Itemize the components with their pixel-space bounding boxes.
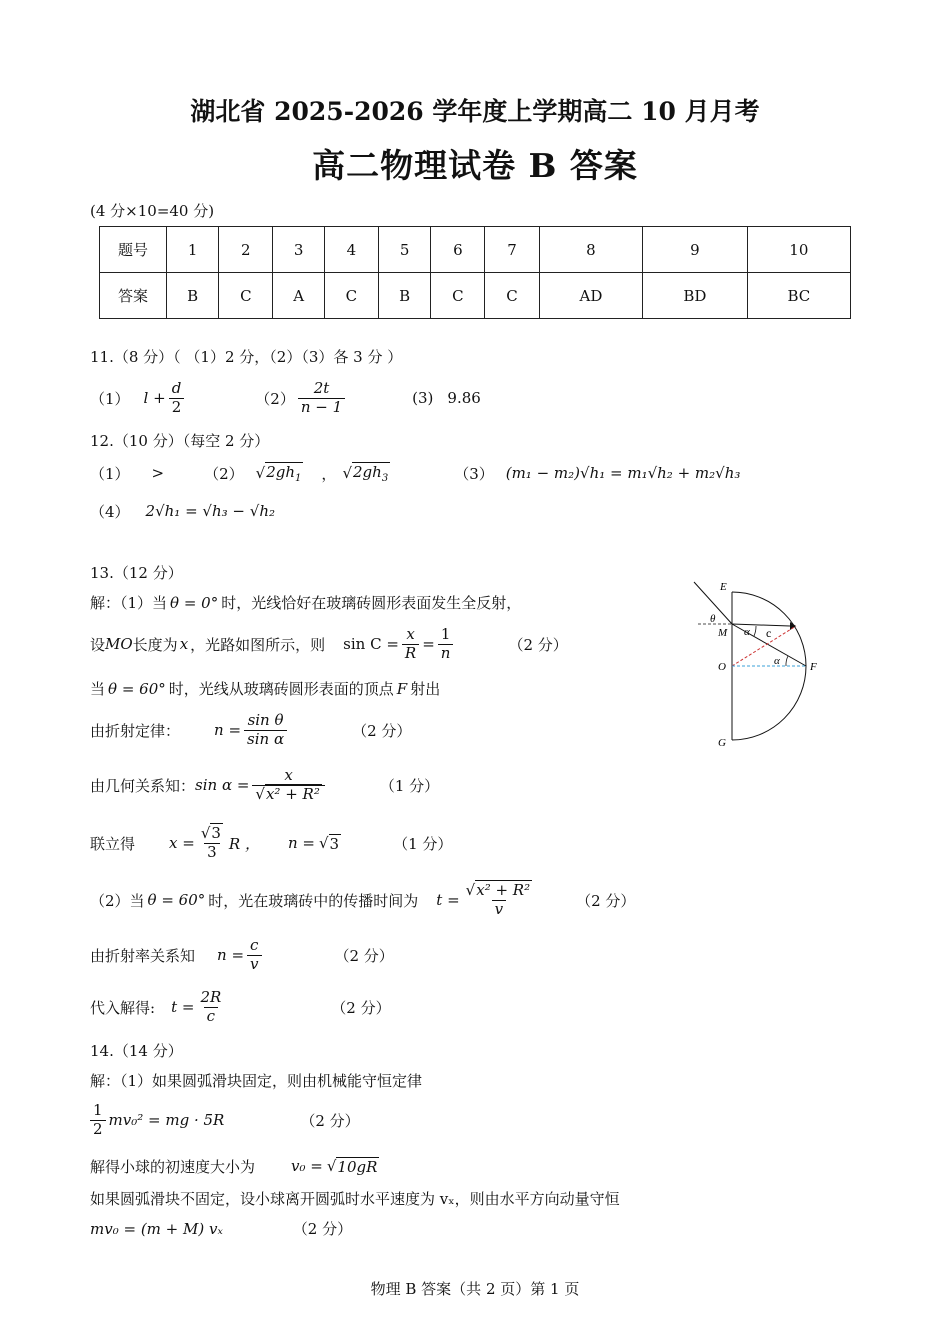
text: ，光路如图所示，则: [190, 635, 326, 654]
label-m: M: [718, 627, 728, 639]
radicand: 3: [329, 834, 340, 853]
q12-heading: 12.（10 分）（每空 2 分）: [90, 432, 270, 450]
sqrt-icon: [327, 1157, 337, 1175]
fraction-numerator: x: [406, 625, 415, 644]
sqrt-icon: [256, 464, 266, 482]
q11-part1-label: （1）: [90, 389, 130, 408]
table-cell: C: [324, 273, 378, 319]
table-header-cell: 答案: [100, 273, 167, 319]
math-inline: t =: [171, 998, 195, 1016]
fraction-numerator: 1: [93, 1101, 103, 1120]
fraction: [438, 626, 454, 662]
table-cell: 6: [431, 227, 485, 273]
q11-part2-fraction: [298, 380, 345, 416]
q12-part2-a: [265, 462, 303, 484]
radicand: 3: [211, 824, 221, 843]
fraction-numerator: [198, 825, 226, 842]
fraction-numerator: c: [250, 936, 259, 955]
score-label: （2 分）: [331, 998, 391, 1017]
table-row: [100, 273, 851, 319]
math-inline: =: [422, 635, 435, 653]
score-label: （1 分）: [379, 776, 440, 795]
q13-line8: [90, 934, 394, 976]
table-cell: 8: [539, 227, 643, 273]
score-label: （2 分）: [576, 891, 636, 910]
radicand: 2gh: [353, 463, 382, 481]
q13-line5: [90, 762, 439, 808]
sqrt-icon: [466, 881, 476, 899]
fraction: [252, 767, 324, 803]
table-cell: 9: [643, 227, 747, 273]
q11-part2-label: （2）: [255, 389, 295, 408]
math-inline: mv₀² = mg · 5R: [108, 1111, 225, 1129]
q13-line6: [90, 820, 452, 866]
q14-heading: 14.（14 分）: [90, 1042, 183, 1060]
table-cell: A: [273, 273, 324, 319]
label-f: F: [810, 661, 817, 673]
label-alpha-top: α: [744, 626, 750, 638]
q14-line5: [90, 1218, 352, 1239]
label-o: O: [718, 661, 726, 673]
q12-line2: [90, 498, 275, 524]
math-inline: mv₀ = (m + M) vₓ: [90, 1219, 223, 1238]
radicand: x² + R²: [476, 881, 531, 900]
q13-line9: [90, 986, 391, 1028]
q12-part3-label: （3）: [454, 464, 494, 483]
text: 射出: [410, 680, 441, 698]
table-cell: C: [431, 273, 485, 319]
angle-arc: [786, 656, 788, 666]
text: 由几何关系知：: [90, 776, 196, 795]
math-inline: x =: [169, 834, 195, 852]
score-note: (4 分×10=40 分): [90, 202, 215, 220]
sqrt-icon: [255, 785, 265, 803]
table-cell: C: [485, 273, 539, 319]
subscript: 3: [381, 473, 389, 484]
text: 长度为: [132, 635, 178, 654]
text: 解：（1）当: [90, 594, 168, 612]
optics-diagram: [690, 580, 830, 750]
score-label: （2 分）: [508, 635, 568, 654]
text: 解得小球的初速度大小为: [90, 1157, 256, 1176]
fraction-denominator: R: [402, 644, 419, 662]
horizontal-ray: [732, 624, 790, 626]
q13-line2: [90, 624, 568, 664]
q14-line1: 解：（1）如果圆弧滑块固定，则由机械能守恒定律: [90, 1072, 423, 1090]
label-e: E: [720, 581, 727, 593]
fraction-denominator: 2: [169, 398, 185, 416]
table-cell: BD: [643, 273, 747, 319]
q11-part1-expr: l +: [143, 389, 166, 407]
math-inline: v₀ =: [291, 1157, 323, 1175]
math-inline: θ = 60°: [108, 680, 166, 698]
text: 由折射定律：: [90, 721, 181, 740]
text: （2）当: [90, 891, 145, 910]
score-label: （1 分）: [393, 834, 453, 853]
q12-line1: [90, 460, 740, 486]
score-label: （2 分）: [352, 721, 412, 740]
document-title: 湖北省 2025-2026 学年度上学期高二 10 月月考: [190, 97, 760, 126]
radicand: x² + R²: [265, 784, 320, 803]
fraction-numerator: d: [171, 379, 182, 398]
label-g: G: [718, 737, 726, 749]
q13-line4: [90, 708, 411, 752]
fraction-denominator: [252, 785, 324, 803]
math-inline: n =: [287, 834, 315, 852]
label-alpha-bottom: α: [774, 655, 780, 667]
fraction: [244, 712, 287, 748]
fraction-denominator: n: [438, 644, 454, 662]
fraction: [90, 1102, 106, 1138]
table-cell: 4: [324, 227, 378, 273]
table-cell: 10: [747, 227, 850, 273]
q12-part3-expr: (m₁ − m₂)√h₁ = m₁√h₂ + m₂√h₃: [505, 464, 741, 482]
table-cell: 2: [219, 227, 273, 273]
text: 时，光在玻璃砖中的传播时间为: [208, 891, 419, 910]
q11-part3-value: 9.86: [447, 389, 481, 407]
text: 设: [90, 635, 106, 654]
fraction: [402, 626, 419, 662]
fraction-denominator: 3: [204, 843, 220, 861]
fraction: [198, 825, 226, 861]
q13-line1: [90, 592, 521, 613]
q12-part2-label: （2）: [204, 464, 244, 483]
label-c: c: [766, 626, 772, 640]
table-cell: 5: [379, 227, 431, 273]
math-inline: n =: [217, 946, 245, 964]
q12-part4-label: （4）: [90, 502, 130, 521]
q11-part3-label: (3): [412, 389, 434, 407]
table-cell: AD: [539, 273, 643, 319]
table-cell: 7: [485, 227, 539, 273]
fraction-denominator: c: [204, 1007, 218, 1025]
score-label: （2 分）: [334, 946, 394, 965]
table-cell: BC: [747, 273, 850, 319]
text: 时，光线恰好在玻璃砖圆形表面发生全反射，: [221, 594, 522, 612]
q14-line2: [90, 1098, 360, 1142]
table-cell: B: [379, 273, 431, 319]
fraction-denominator: v: [247, 955, 261, 973]
table-cell: 3: [273, 227, 324, 273]
fraction-numerator: 2R: [200, 988, 222, 1007]
q12-part2-sep: ，: [321, 464, 337, 483]
fraction-denominator: 2: [90, 1120, 106, 1138]
table-header-cell: 题号: [100, 227, 167, 273]
text: 时，光线从玻璃砖圆形表面的顶点: [168, 680, 394, 698]
q11-answers: [90, 378, 481, 418]
score-label: （2 分）: [300, 1111, 360, 1130]
text: 代入解得:: [90, 998, 156, 1017]
table-cell: 1: [167, 227, 219, 273]
sqrt-icon: [319, 834, 329, 852]
text: 当: [90, 680, 106, 698]
fraction: [247, 937, 261, 973]
q13-heading: 13.（12 分）: [90, 564, 183, 582]
q11-heading: 11.（8 分）（ （1）2 分，（2）（3）各 3 分 ）: [90, 348, 403, 366]
fraction-denominator: n − 1: [298, 398, 345, 416]
math-inline: n =: [214, 721, 242, 739]
q12-part2-b: [352, 462, 390, 484]
fraction-denominator: sin α: [244, 730, 287, 748]
math-inline: θ = 0°: [170, 594, 219, 612]
text: 由折射率关系知: [90, 946, 196, 965]
radicand: 2gh: [266, 463, 296, 481]
fraction-numerator: sin θ: [247, 711, 284, 730]
q13-line7: [90, 876, 635, 924]
fraction: [463, 882, 535, 918]
label-theta: θ: [710, 613, 716, 625]
fraction-numerator: 1: [440, 625, 451, 644]
text: 联立得: [90, 834, 136, 853]
subscript: 1: [295, 473, 302, 484]
math-inline: sin C =: [343, 635, 399, 653]
math-inline: R ，: [228, 834, 260, 853]
q14-line3: [90, 1154, 379, 1178]
angle-arc: [754, 626, 756, 636]
sqrt-icon: [201, 824, 211, 842]
table-row: [100, 227, 851, 273]
q12-part1-label: （1）: [90, 464, 130, 483]
score-label: （2 分）: [292, 1220, 353, 1238]
answer-table: [99, 226, 851, 319]
math-inline: x: [179, 635, 189, 653]
q13-line3: [90, 678, 440, 699]
fraction-numerator: 2t: [313, 379, 330, 398]
math-inline: sin α =: [195, 776, 250, 794]
fraction-numerator: [463, 882, 535, 899]
math-inline: t =: [436, 891, 460, 909]
document-subtitle: 高二物理试卷 B 答案: [312, 146, 638, 185]
math-inline: F: [396, 680, 408, 698]
q12-part1-value: >: [151, 464, 165, 482]
fraction: [197, 989, 224, 1025]
table-cell: B: [167, 273, 219, 319]
math-inline: θ = 60°: [147, 891, 206, 909]
q12-part4-expr: 2√h₁ = √h₃ − √h₂: [145, 502, 275, 520]
math-inline: MO: [105, 635, 133, 653]
radicand: 10gR: [337, 1157, 378, 1176]
page-footer: 物理 B 答案（共 2 页）第 1 页: [370, 1280, 580, 1298]
fraction-denominator: v: [492, 900, 506, 918]
fraction-numerator: x: [284, 766, 293, 785]
sqrt-icon: [342, 464, 352, 482]
q14-line4: 如果圆弧滑块不固定，设小球离开圆弧时水平速度为 vₓ，则由水平方向动量守恒: [90, 1190, 620, 1208]
q11-part1-fraction: [169, 380, 185, 416]
table-cell: C: [219, 273, 273, 319]
